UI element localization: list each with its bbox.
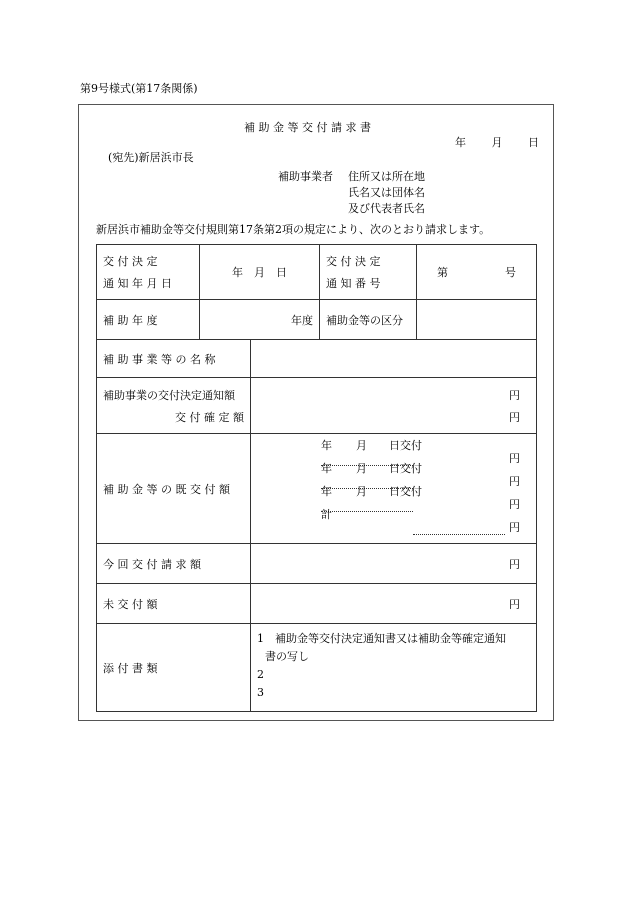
fiscal-year-label: 補 助 年 度 xyxy=(97,300,200,340)
paid-amount-label: 補 助 金 等 の 既 交 付 額 xyxy=(97,434,251,544)
decision-number-value: 第 号 xyxy=(417,245,537,300)
attachments-list xyxy=(251,624,537,712)
applicant-role: 補助事業者 xyxy=(278,170,333,183)
paid-row: 年 月 日交付 円 xyxy=(321,484,520,511)
unpaid-amount-label: 未 交 付 額 xyxy=(97,584,251,624)
attachments-label: 添 付 書 類 xyxy=(97,624,251,712)
decision-number-label: 交 付 決 定 通 知 番 号 xyxy=(320,245,417,300)
unpaid-amount-value: 円 xyxy=(251,584,537,624)
attachment-item: 2 xyxy=(257,668,264,681)
date-day: 日 xyxy=(528,136,539,149)
category-label: 補助金等の区分 xyxy=(320,300,417,340)
form-label: 第9号様式(第17条関係) xyxy=(80,82,198,95)
addressee: (宛先)新居浜市長 xyxy=(108,151,194,164)
request-amount-value: 円 xyxy=(251,544,537,584)
attachment-item: 書の写し xyxy=(265,650,309,663)
amount-value: 円 円 xyxy=(251,378,537,434)
request-table xyxy=(96,244,537,712)
decision-date-value: 年 月 日 xyxy=(200,245,320,300)
date-line xyxy=(455,134,539,150)
attachment-item: 1 補助金等交付決定通知書又は補助金等確定通知 xyxy=(257,632,506,645)
fiscal-year-value: 年度 xyxy=(200,300,320,340)
category-value xyxy=(417,300,537,340)
date-month: 月 xyxy=(491,136,503,149)
attachment-item: 3 xyxy=(257,686,264,699)
applicant-address: 住所又は所在地 xyxy=(348,170,425,183)
project-name-label: 補 助 事 業 等 の 名 称 xyxy=(97,340,251,378)
request-amount-label: 今 回 交 付 請 求 額 xyxy=(97,544,251,584)
applicant-representative: 及び代表者氏名 xyxy=(348,202,425,215)
paid-row: 年 月 日交付 円 xyxy=(321,461,520,488)
applicant-name: 氏名又は団体名 xyxy=(348,186,425,199)
paid-amount-value xyxy=(251,434,537,544)
paid-row: 年 月 日交付 円 xyxy=(321,438,520,465)
statement: 新居浜市補助金等交付規則第17条第2項の規定により、次のとおり請求します。 xyxy=(96,223,491,236)
form-title: 補 助 金 等 交 付 請 求 書 xyxy=(244,121,371,134)
paid-total-row: 計 円 xyxy=(321,507,520,534)
amount-label: 補助事業の交付決定通知額 交 付 確 定 額 xyxy=(97,378,251,434)
decision-date-label: 交 付 決 定 通 知 年 月 日 xyxy=(97,245,200,300)
project-name-value xyxy=(251,340,537,378)
date-year: 年 xyxy=(455,136,466,149)
